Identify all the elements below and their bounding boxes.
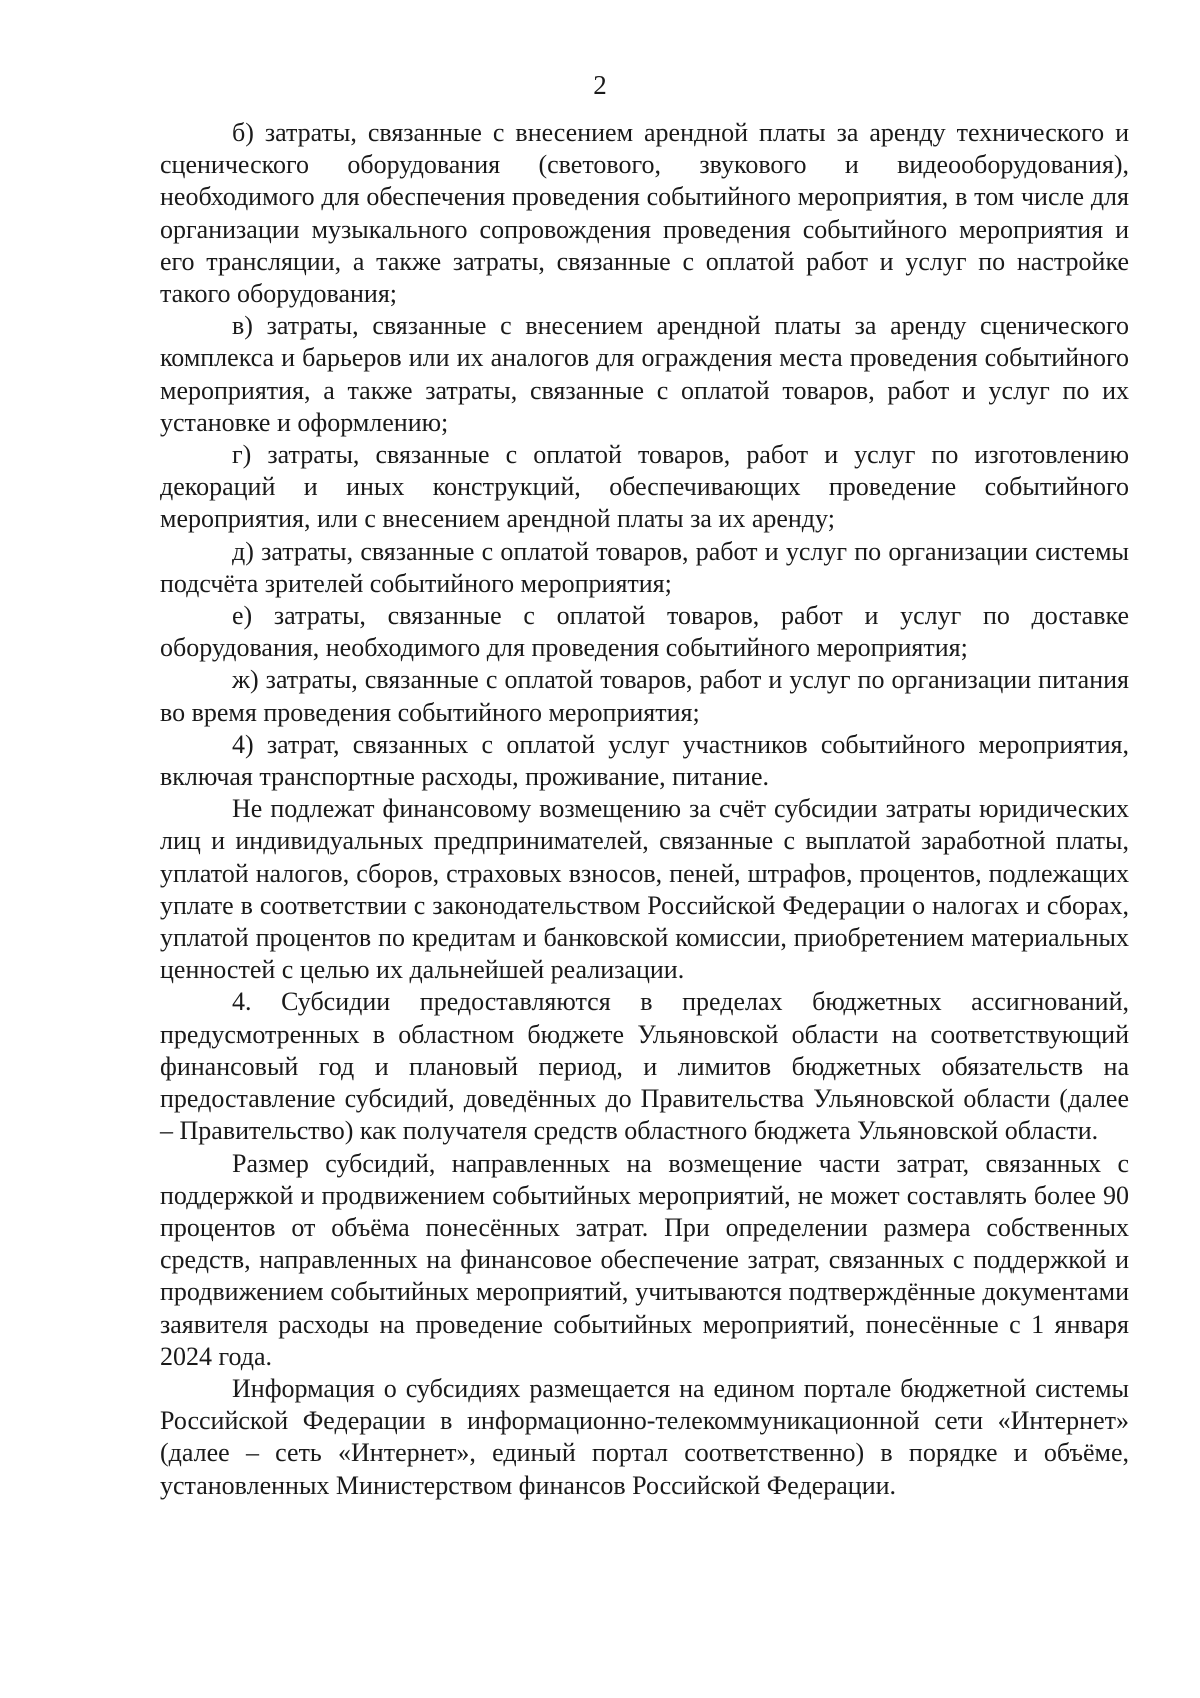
document-body: [160, 117, 1129, 1502]
paragraph-subsidy-size: Размер субсидий, направленных на возмещение части затрат, связанных с поддержкой и продвижением событийных мероприятий, не может составлять более 90 процентов от объёма понесённых затрат. При определении размера собственных средств, направленных на финансовое обеспечение затрат, связанных с поддержкой и продвижением событийных мероприятий, учитываются подтверждённые документами заявителя расходы на проведение событийных мероприятий, понесённые с 1 января 2024 года.: [160, 1148, 1129, 1371]
paragraph-item-4: 4) затрат, связанных с оплатой услуг участников событийного мероприятия, включая транспортные расходы, проживание, питание.: [160, 729, 1129, 792]
paragraph-item-e: е) затраты, связанные с оплатой товаров, работ и услуг по доставке оборудования, необходимого для проведения событийного мероприятия;: [160, 601, 1129, 663]
paragraph-subsidy-info: Информация о субсидиях размещается на едином портале бюджетной системы Российской Федерации в информационно-телекоммуникационной сети «Интернет» (далее – сеть «Интернет», единый портал соответственно) в порядке и объёме, установленных Министерством финансов Российской Федерации.: [160, 1373, 1129, 1500]
page-number: 2: [593, 70, 607, 100]
paragraph-item-d: д) затраты, связанные с оплатой товаров, работ и услуг по организации системы подсчёта зрителей событийного мероприятия;: [160, 536, 1129, 598]
paragraph-item-zh: ж) затраты, связанные с оплатой товаров, работ и услуг по организации питания во время проведения событийного мероприятия;: [160, 665, 1129, 727]
paragraph-item-g: г) затраты, связанные с оплатой товаров, работ и услуг по изготовлению декораций и иных конструкций, обеспечивающих проведение событийного мероприятия, или с внесением арендной платы за их аренду;: [160, 440, 1129, 534]
paragraph-section-4: 4. Субсидии предоставляются в пределах бюджетных ассигнований, предусмотренных в областном бюджете Ульяновской области на соответствующий финансовый год и плановый период, и лимитов бюджетных обязательств на предоставление субсидий, доведённых до Правительства Ульяновской области (далее – Правительство) как получателя средств областного бюджета Ульяновской области.: [160, 987, 1129, 1146]
paragraph-not-reimbursed: Не подлежат финансовому возмещению за счёт субсидии затраты юридических лиц и индивидуальных предпринимателей, связанные с выплатой заработной платы, уплатой налогов, сборов, страховых взносов, пеней, штрафов, процентов, подлежащих уплате в соответствии с законодательством Российской Федерации о налогах и сборах, уплатой процентов по кредитам и банковской комиссии, приобретением материальных ценностей с целью их дальнейшей реализации.: [160, 794, 1129, 985]
paragraph-item-v: в) затраты, связанные с внесением арендной платы за аренду сценического комплекса и барьеров или их аналогов для ограждения места проведения событийного мероприятия, а также затраты, связанные с оплатой товаров, работ и услуг по их установке и оформлению;: [160, 311, 1129, 437]
paragraph-item-b: б) затраты, связанные с внесением арендной платы за аренду технического и сценического оборудования (светового, звукового и видеооборудования), необходимого для обеспечения проведения событийного мероприятия, в том числе для организации музыкального сопровождения проведения событийного мероприятия и его трансляции, а также затраты, связанные с оплатой работ и услуг по настройке такого оборудования;: [160, 118, 1129, 309]
